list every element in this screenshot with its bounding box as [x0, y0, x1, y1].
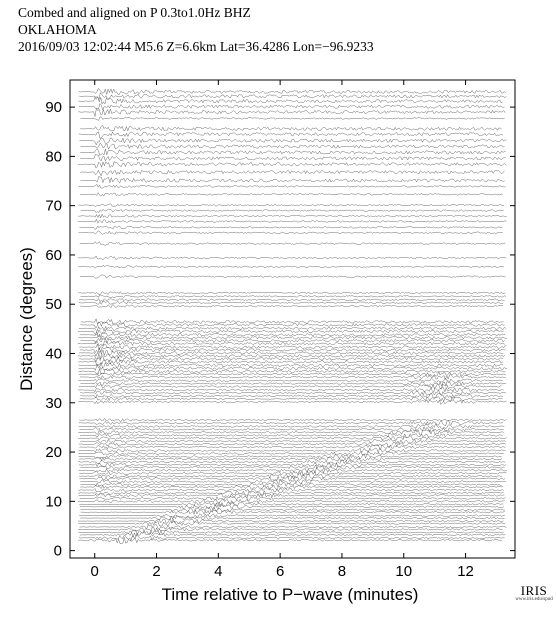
seismogram-trace [80, 295, 506, 298]
seismogram-trace [80, 433, 503, 438]
x-axis-label: Time relative to P−wave (minutes) [161, 585, 419, 604]
x-tick-label: 2 [152, 563, 161, 580]
region-name: OKLAHOMA [18, 22, 97, 37]
seismogram-trace [79, 231, 503, 235]
chart-title: Combed and aligned on P 0.3to1.0Hz BHZ [18, 5, 251, 20]
x-tick-label: 0 [90, 563, 99, 580]
seismogram-trace [80, 170, 504, 176]
seismogram-trace [78, 460, 505, 465]
seismogram-trace [78, 161, 506, 168]
seismogram-trace [80, 465, 504, 470]
seismogram-trace [81, 319, 504, 324]
x-tick-label: 4 [214, 563, 223, 580]
seismogram-trace [78, 109, 505, 117]
seismogram-trace [80, 242, 506, 246]
y-tick-label: 0 [53, 542, 62, 560]
seismogram-trace [78, 341, 505, 347]
seismogram-trace [79, 357, 503, 363]
x-tick-label: 6 [275, 563, 285, 580]
event-info: 2016/09/03 12:02:44 M5.6 Z=6.6km Lat=36.4286 Lon=−96.9233 [18, 39, 374, 54]
seismogram-trace [78, 400, 506, 405]
seismogram-trace [81, 209, 504, 213]
x-tick-label: 8 [337, 563, 347, 580]
seismogram-trace [80, 439, 506, 444]
seismogram-trace [78, 266, 504, 269]
seismogram-trace [79, 299, 505, 302]
seismogram-trace [78, 292, 505, 295]
seismogram-trace [79, 301, 503, 304]
seismogram-trace [78, 430, 504, 435]
seismogram-trace [80, 226, 503, 229]
y-tick-label: 30 [45, 394, 62, 412]
y-tick-label: 70 [45, 197, 62, 215]
seismogram-trace [78, 451, 504, 455]
iris-logo-text: IRIS [520, 583, 548, 598]
seismogram-trace [79, 204, 505, 207]
seismogram-trace [78, 256, 506, 260]
seismogram-trace [81, 177, 505, 184]
seismogram-trace [79, 419, 506, 422]
seismogram-trace [79, 502, 503, 507]
seismogram-trace [78, 219, 506, 223]
seismogram-trace [78, 519, 504, 524]
seismogram-trace [81, 510, 505, 515]
seismogram-trace [80, 496, 506, 501]
seismogram-trace [79, 384, 502, 389]
seismogram-trace [78, 530, 504, 535]
seismogram-trace [80, 482, 501, 487]
seismogram-trace [79, 132, 503, 138]
y-tick-label: 20 [45, 444, 62, 462]
y-tick-label: 40 [45, 345, 62, 363]
y-tick-label: 60 [45, 246, 62, 264]
y-tick-label: 10 [45, 493, 62, 511]
seismogram-trace [80, 193, 503, 197]
seismogram-trace [79, 420, 503, 426]
y-tick-label: 90 [45, 99, 62, 117]
seismogram-trace [78, 499, 505, 504]
seismogram-trace [80, 275, 506, 279]
seismogram-trace [80, 375, 506, 380]
seismogram-trace [78, 521, 505, 526]
seismogram-trace [80, 149, 506, 156]
y-axis-label: Distance (degrees) [17, 247, 36, 391]
x-tick-label: 10 [395, 563, 413, 580]
seismogram-trace [79, 424, 505, 429]
seismogram-trace [80, 516, 504, 520]
seismogram-trace [80, 390, 506, 395]
seismogram-trace [80, 143, 504, 149]
seismogram-trace [80, 479, 506, 483]
iris-logo-url: www.iris.edu/spud [515, 597, 553, 602]
seismogram-trace [80, 525, 507, 530]
seismogram-trace [79, 474, 502, 479]
seismogram-trace [79, 93, 506, 100]
seismogram-trace [78, 97, 502, 104]
y-tick-label: 50 [45, 296, 62, 314]
seismogram-trace [79, 184, 506, 188]
x-tick-label: 12 [457, 563, 474, 580]
seismogram-trace [79, 104, 505, 110]
seismogram-trace [79, 88, 506, 94]
iris-logo [514, 583, 554, 602]
seismogram-trace [80, 154, 506, 161]
seismogram-trace [80, 305, 503, 308]
y-tick-label: 80 [45, 148, 62, 166]
seismogram-traces [78, 88, 507, 543]
seismogram-trace [79, 362, 503, 368]
seismogram-trace [80, 125, 501, 131]
seismogram-trace [78, 436, 506, 441]
seismogram-trace [79, 514, 505, 519]
seismogram-trace [80, 138, 507, 145]
seismogram-trace [79, 471, 506, 476]
seismogram-trace [79, 468, 507, 474]
seismogram-trace [79, 442, 506, 447]
seismogram-trace [80, 117, 504, 120]
seismogram-trace [78, 537, 502, 543]
seismogram-trace [79, 448, 506, 453]
seismogram-trace [78, 214, 506, 218]
seismogram-trace [80, 427, 504, 433]
seismogram-trace [79, 378, 503, 383]
seismogram-trace [79, 457, 502, 461]
seismogram-trace [79, 365, 507, 371]
